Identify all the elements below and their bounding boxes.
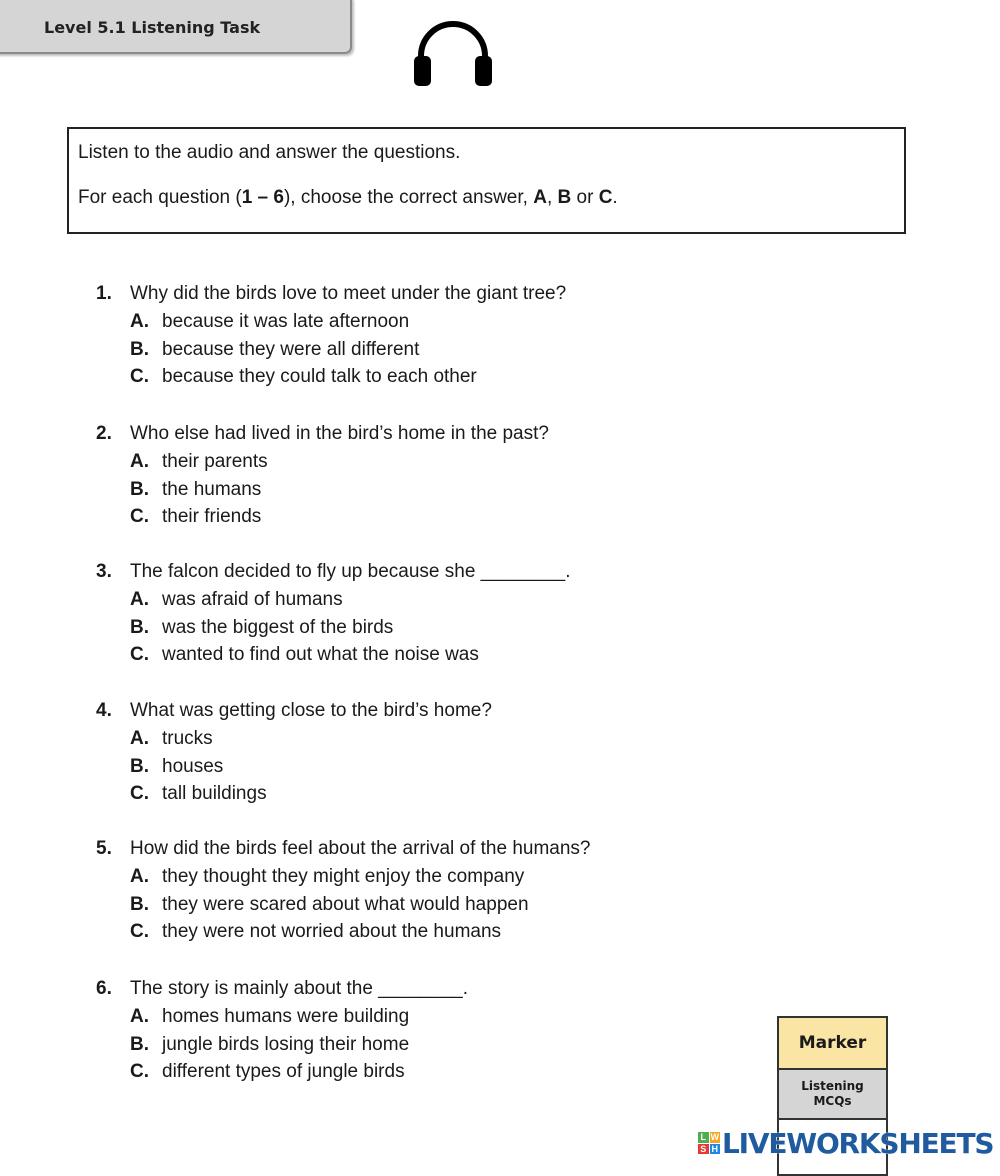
option-text: trucks bbox=[162, 727, 213, 749]
question-number: 5. bbox=[96, 838, 112, 859]
question-text: What was getting close to the bird’s home? bbox=[130, 700, 492, 721]
option-letter: B. bbox=[130, 1033, 149, 1055]
option-letter: B. bbox=[130, 478, 149, 500]
option-letter: C. bbox=[130, 921, 149, 943]
liveworksheets-wordmark: LIVEWORKSHEETS bbox=[722, 1126, 994, 1160]
option-letter: B. bbox=[130, 616, 149, 638]
option-text: they thought they might enjoy the company bbox=[162, 865, 525, 887]
option-text: because they were all different bbox=[162, 338, 420, 360]
option-letter: B. bbox=[130, 893, 149, 915]
answer-letter-b: B bbox=[557, 187, 572, 208]
question-range: 1 – 6 bbox=[241, 187, 284, 208]
option-text: because they could talk to each other bbox=[162, 366, 477, 388]
answer-letter-a: A bbox=[533, 187, 547, 208]
option-letter: B. bbox=[130, 338, 149, 360]
logo-cell: S bbox=[698, 1144, 709, 1155]
question-text: The story is mainly about the ________. bbox=[130, 978, 468, 999]
option-letter: B. bbox=[130, 755, 149, 777]
level-tab bbox=[0, 0, 352, 54]
question-text: The falcon decided to fly up because she ________. bbox=[130, 561, 571, 582]
option-text: wanted to find out what the noise was bbox=[162, 644, 479, 666]
instruction-text: For each question ( bbox=[78, 187, 242, 208]
marker-title: Marker bbox=[779, 1018, 886, 1070]
option-text: their friends bbox=[162, 506, 262, 528]
logo-cell: L bbox=[698, 1132, 709, 1143]
option-letter: C. bbox=[130, 506, 149, 528]
liveworksheets-branding[interactable] bbox=[698, 1127, 993, 1159]
option-letter: C. bbox=[130, 366, 149, 388]
option-letter: A. bbox=[130, 1005, 149, 1027]
option-text: different types of jungle birds bbox=[162, 1061, 405, 1083]
option-letter: A. bbox=[130, 727, 149, 749]
logo-cell: W bbox=[710, 1132, 719, 1143]
option-text: houses bbox=[162, 755, 224, 777]
question-number: 1. bbox=[96, 283, 112, 304]
marker-section bbox=[779, 1070, 886, 1120]
option-text: the humans bbox=[162, 478, 262, 500]
option-letter: A. bbox=[130, 865, 149, 887]
instructions-box bbox=[67, 127, 906, 234]
question-text: How did the birds feel about the arrival of the humans? bbox=[130, 838, 591, 859]
option-text: they were not worried about the humans bbox=[162, 921, 502, 943]
instruction-text: ), choose the correct answer, bbox=[283, 187, 534, 208]
level-label: Level 5.1 Listening Task bbox=[44, 18, 261, 37]
marker-sub-line-1: Listening bbox=[801, 1079, 864, 1093]
question-number: 3. bbox=[96, 561, 112, 582]
option-letter: C. bbox=[130, 644, 149, 666]
instruction-line-1: Listen to the audio and answer the questions. bbox=[78, 142, 461, 163]
liveworksheets-logo-icon bbox=[698, 1132, 720, 1154]
option-text: because it was late afternoon bbox=[162, 310, 410, 332]
question-number: 4. bbox=[96, 700, 112, 721]
option-letter: A. bbox=[130, 450, 149, 472]
instruction-line-2 bbox=[78, 187, 618, 209]
option-letter: A. bbox=[130, 588, 149, 610]
option-text: homes humans were building bbox=[162, 1005, 410, 1027]
question-text: Why did the birds love to meet under the giant tree? bbox=[130, 283, 567, 304]
instruction-text: . bbox=[612, 187, 618, 208]
question-number: 2. bbox=[96, 423, 112, 444]
instruction-text: , bbox=[546, 187, 558, 208]
instruction-text: or bbox=[571, 187, 599, 208]
question-number: 6. bbox=[96, 978, 112, 999]
headphones-icon bbox=[410, 12, 496, 90]
marker-sub-line-2: MCQs bbox=[813, 1094, 852, 1108]
option-letter: C. bbox=[130, 783, 149, 805]
option-text: they were scared about what would happen bbox=[162, 893, 529, 915]
logo-cell: H bbox=[711, 1143, 718, 1154]
option-letter: A. bbox=[130, 310, 149, 332]
answer-letter-c: C bbox=[598, 187, 613, 208]
option-text: was the biggest of the birds bbox=[162, 616, 394, 638]
question-text: Who else had lived in the bird’s home in the past? bbox=[130, 423, 549, 444]
option-text: was afraid of humans bbox=[162, 588, 343, 610]
option-text: jungle birds losing their home bbox=[162, 1033, 410, 1055]
option-text: tall buildings bbox=[162, 783, 267, 805]
option-text: their parents bbox=[162, 450, 268, 472]
option-letter: C. bbox=[130, 1061, 149, 1083]
